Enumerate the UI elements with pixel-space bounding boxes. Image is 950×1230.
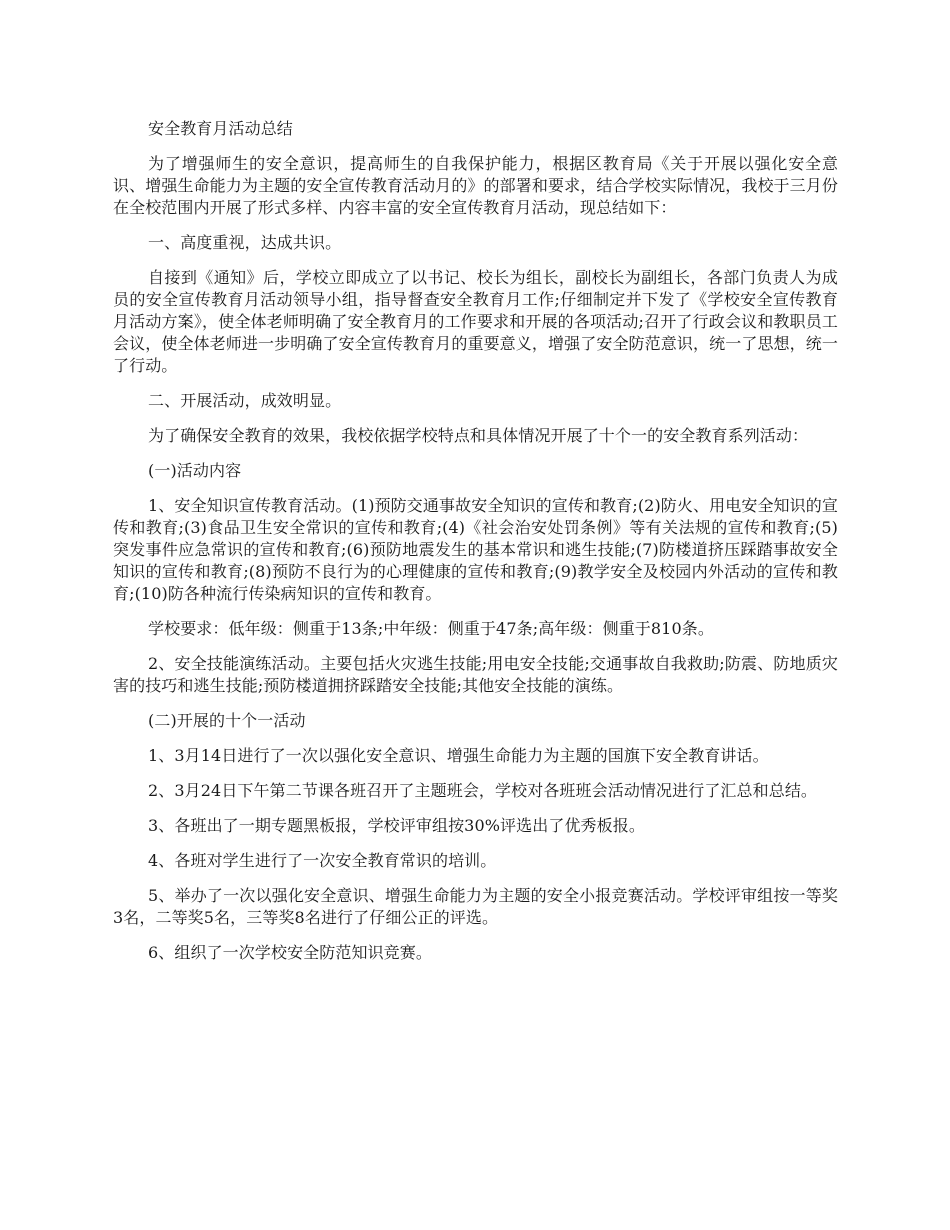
section-heading-2: 二、开展活动，成效明显。 bbox=[148, 391, 342, 410]
list-item: 1、3月14日进行了一次以强化安全意识、增强生命能力为主题的国旗下安全教育讲话。 bbox=[148, 746, 769, 765]
list-item: 3、各班出了一期专题黑板报，学校评审组按30%评选出了优秀板报。 bbox=[148, 816, 645, 835]
paragraph: 1、安全知识宣传教育活动。(1)预防交通事故安全知识的宣传和教育;(2)防火、用电安全知识的宣传和教育;(3)食品卫生安全常识的宣传和教育;(4)《社会治安处罚条例》等有关法规的宣传和教育;(5)突发事件应急常识的宣传和教育;(6)预防地震发生的基本常识和逃生技能;(7)防楼道挤压踩踏事故安全知识的宣传和教育;(8)预防不良行为的心理健康的宣传和教育;(9)教学安全及校园内外活动的宣传和教育;(10)防各种流行传染病知识的宣传和教育。 bbox=[113, 496, 838, 603]
paragraph-intro: 为了增强师生的安全意识，提高师生的自我保护能力，根据区教育局《关于开展以强化安全意识、增强生命能力为主题的安全宣传教育活动月的》的部署和要求，结合学校实际情况，我校于三月份在全校范围内开展了形式多样、内容丰富的安全宣传教育月活动，现总结如下： bbox=[113, 154, 838, 217]
section-heading-1: 一、高度重视，达成共识。 bbox=[148, 233, 342, 252]
subsection-heading-2: (二)开展的十个一活动 bbox=[148, 711, 306, 730]
document-title: 安全教育月活动总结 bbox=[148, 119, 293, 138]
paragraph: 为了确保安全教育的效果，我校依据学校特点和具体情况开展了十个一的安全教育系列活动： bbox=[148, 426, 809, 445]
list-item: 6、组织了一次学校安全防范知识竞赛。 bbox=[148, 943, 432, 962]
list-item: 2、3月24日下午第二节课各班召开了主题班会，学校对各班班会活动情况进行了汇总和总结。 bbox=[148, 781, 818, 800]
paragraph: 2、安全技能演练活动。主要包括火灾逃生技能;用电安全技能;交通事故自我救助;防震、防地质灾害的技巧和逃生技能;预防楼道拥挤踩踏安全技能;其他安全技能的演练。 bbox=[113, 654, 838, 695]
document-page bbox=[113, 118, 838, 977]
paragraph: 学校要求：低年级：侧重于13条;中年级：侧重于47条;高年级：侧重于810条。 bbox=[148, 619, 714, 638]
paragraph: 自接到《通知》后，学校立即成立了以书记、校长为组长，副校长为副组长，各部门负责人为成员的安全宣传教育月活动领导小组，指导督查安全教育月工作;仔细制定并下发了《学校安全宣传教育月活动方案》，使全体老师明确了安全教育月的工作要求和开展的各项活动;召开了行政会议和教职员工会议，使全体老师进一步明确了安全宣传教育月的重要意义，增强了安全防范意识，统一了思想，统一了行动。 bbox=[113, 268, 838, 375]
subsection-heading-1: (一)活动内容 bbox=[148, 461, 242, 480]
list-item: 5、举办了一次以强化安全意识、增强生命能力为主题的安全小报竞赛活动。学校评审组按一等奖3名，二等奖5名，三等奖8名进行了仔细公正的评选。 bbox=[113, 886, 838, 927]
list-item: 4、各班对学生进行了一次安全教育常识的培训。 bbox=[148, 851, 497, 870]
